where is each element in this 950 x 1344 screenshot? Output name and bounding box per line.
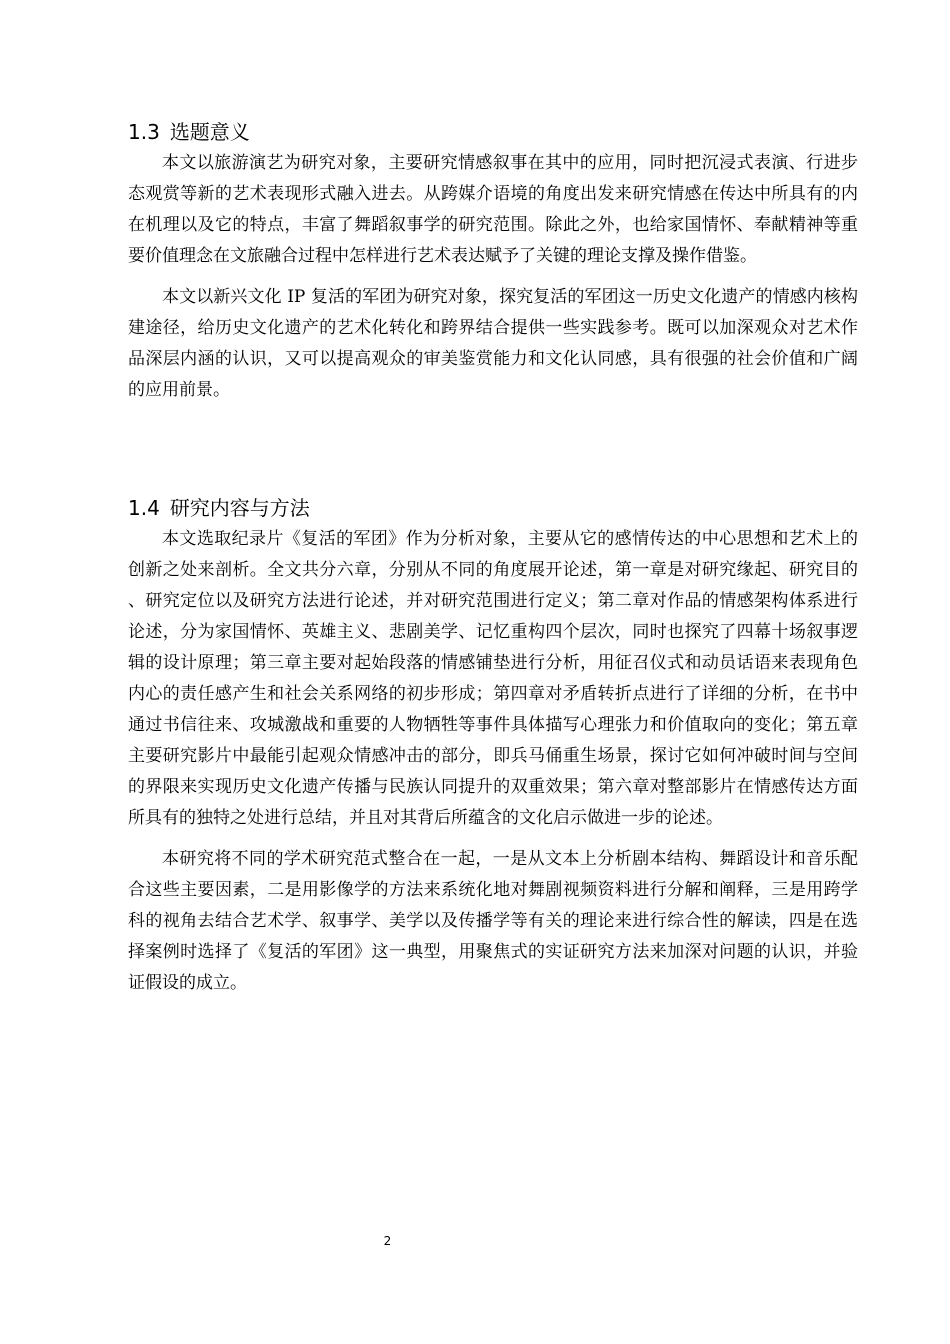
section-number: 1.4 [128,496,160,520]
section-number: 1.3 [128,120,160,144]
page-number: 2 [383,1234,392,1248]
paragraph: 本文选取纪录片《复活的军团》作为分析对象，主要从它的感情传达的中心思想和艺术上的创新之处来剖析。全文共分六章，分别从不同的角度展开论述，第一章是对研究缘起、研究目的、研究定位以及研究方法进行论述，并对研究范围进行定义；第二章对作品的情感架构体系进行论述，分为家国情怀、英雄主义、悲剧美学、记忆重构四个层次，同时也探究了四幕十场叙事逻辑的设计原理；第三章主要对起始段落的情感铺垫进行分析，用征召仪式和动员话语来表现角色内心的责任感产生和社会关系网络的初步形成；第四章对矛盾转折点进行了详细的分析，在书中通过书信往来、攻城激战和重要的人物牺牲等事件具体描写心理张力和价值取向的变化；第五章主要研究影片中最能引起观众情感冲击的部分，即兵马俑重生场景，探讨它如何冲破时间与空间的界限来实现历史文化遗产传播与民族认同提升的双重效果；第六章对整部影片在情感传达方面所具有的独特之处进行总结，并且对其背后所蕴含的文化启示做进一步的论述。 [128,529,858,828]
section-title: 研究内容与方法 [169,496,310,520]
section-heading [128,494,858,522]
paragraph: 本文以新兴文化 IP 复活的军团为研究对象，探究复活的军团这一历史文化遗产的情感内核构建途径，给历史文化遗产的艺术化转化和跨界结合提供一些实践参考。既可以加深观众对艺术作品深层内涵的认识，又可以提高观众的审美鉴赏能力和文化认同感，具有很强的社会价值和广阔的应用前景。 [128,287,858,400]
section-heading [128,118,858,146]
section-1-4 [128,494,858,1009]
section-1-3 [128,118,858,416]
section-title: 选题意义 [169,120,250,144]
paragraph: 本文以旅游演艺为研究对象，主要研究情感叙事在其中的应用，同时把沉浸式表演、行进步态观赏等新的艺术表现形式融入进去。从跨媒介语境的角度出发来研究情感在传达中所具有的内在机理以及它的特点，丰富了舞蹈叙事学的研究范围。除此之外，也给家国情怀、奉献精神等重要价值理念在文旅融合过程中怎样进行艺术表达赋予了关键的理论支撑及操作借鉴。 [128,153,858,266]
paragraph: 本研究将不同的学术研究范式整合在一起，一是从文本上分析剧本结构、舞蹈设计和音乐配合这些主要因素，二是用影像学的方法来系统化地对舞剧视频资料进行分解和阐释，三是用跨学科的视角去结合艺术学、叙事学、美学以及传播学等有关的理论来进行综合性的解读，四是在选择案例时选择了《复活的军团》这一典型，用聚焦式的实证研究方法来加深对问题的认识，并验证假设的成立。 [128,849,858,993]
